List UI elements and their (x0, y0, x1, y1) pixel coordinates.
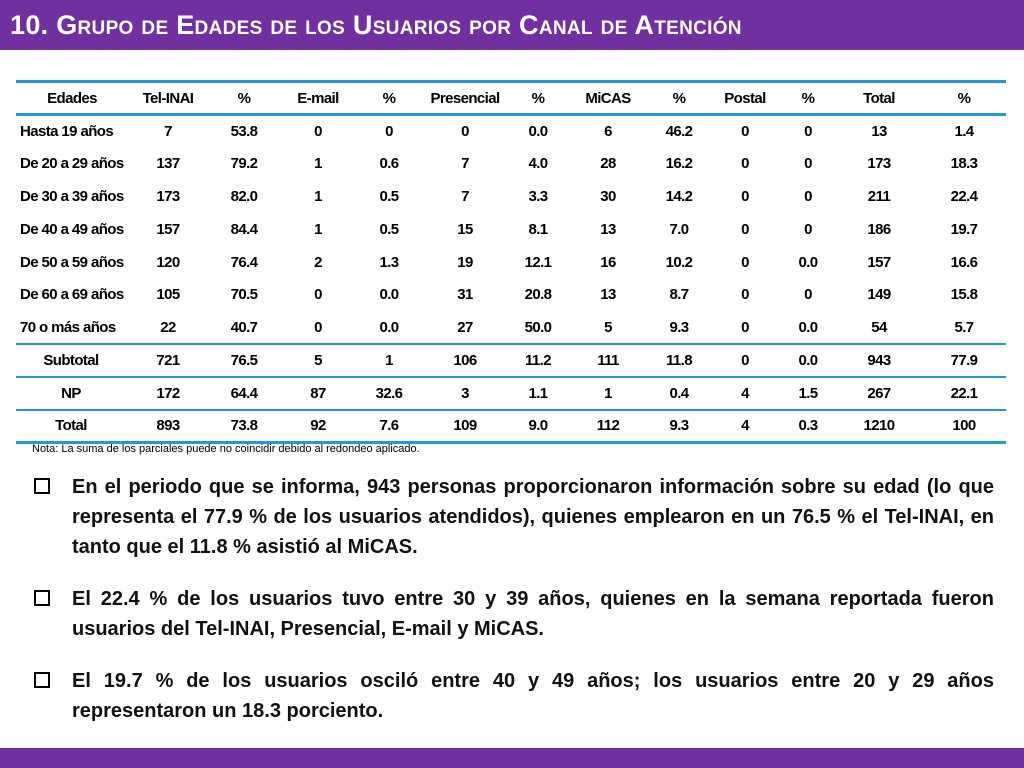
cell: 1 (314, 155, 322, 173)
cell: 9.0 (508, 410, 568, 443)
col-header: E-mail (280, 82, 356, 115)
col-header: % (780, 82, 836, 115)
cell: De 50 a 59 años (20, 253, 124, 271)
cell: 31 (457, 286, 473, 304)
cell: 0.0 (379, 286, 399, 304)
cell: 0.0 (798, 318, 818, 336)
cell: 0.0 (798, 253, 818, 271)
cell: 50.0 (524, 318, 552, 336)
cell: 12.1 (524, 253, 552, 271)
cell: 0 (710, 344, 780, 377)
cell: 112 (568, 410, 648, 443)
cell: 54 (871, 318, 887, 336)
cell: 27 (457, 318, 473, 336)
cell: 0 (804, 187, 812, 205)
bullet-list (34, 472, 994, 748)
cell: Hasta 19 años (20, 123, 114, 141)
checkbox-bullet-icon (34, 590, 50, 606)
cell: 0.0 (528, 123, 548, 141)
col-header: % (508, 82, 568, 115)
cell: 3.3 (528, 187, 548, 205)
cell: 53.8 (230, 123, 258, 141)
cell: 1210 (836, 410, 922, 443)
cell: 721 (128, 344, 208, 377)
bullet-text: El 19.7 % de los usuarios osciló entre 40 y 49 años; los usuarios entre 20 y 29 años representaron un 18.3 porciento. (72, 670, 994, 722)
cell: 0.5 (379, 220, 399, 238)
cell: 9.3 (669, 318, 689, 336)
cell: 16.6 (950, 253, 978, 271)
cell: 211 (867, 187, 891, 205)
cell: 1.3 (379, 253, 399, 271)
cell: 111 (568, 344, 648, 377)
cell: 46.2 (665, 123, 693, 141)
cell: 7 (461, 155, 469, 173)
cell: 0.0 (780, 344, 836, 377)
col-header: Presencial (422, 82, 508, 115)
cell: 76.5 (208, 344, 280, 377)
bullet-item (34, 584, 994, 644)
cell: 4 (710, 410, 780, 443)
cell: 6 (604, 123, 612, 141)
col-header: Total (836, 82, 922, 115)
cell: 0 (804, 123, 812, 141)
col-header: MiCAS (568, 82, 648, 115)
cell: 14.2 (665, 187, 693, 205)
cell: 0 (741, 253, 749, 271)
cell: 19.7 (950, 220, 978, 238)
cell: 267 (836, 377, 922, 410)
cell: 5.7 (954, 318, 974, 336)
cell: 10.2 (665, 253, 693, 271)
cell: 173 (867, 155, 891, 173)
checkbox-bullet-icon (34, 478, 50, 494)
cell: 19 (457, 253, 473, 271)
col-header: % (356, 82, 422, 115)
cell: 32.6 (356, 377, 422, 410)
cell: 92 (280, 410, 356, 443)
cell: 0.6 (379, 155, 399, 173)
table-row (16, 213, 1006, 246)
cell: 13 (600, 286, 616, 304)
cell: 30 (600, 187, 616, 205)
cell: 0 (804, 155, 812, 173)
cell: 11.2 (508, 344, 568, 377)
cell: 1 (568, 377, 648, 410)
cell: 64.4 (208, 377, 280, 410)
cell: 120 (156, 253, 180, 271)
table-note: Nota: La suma de los parciales puede no coincidir debido al redondeo aplicado. (32, 443, 420, 455)
cell: 173 (156, 187, 180, 205)
cell: 1 (314, 187, 322, 205)
total-row (16, 410, 1006, 443)
cell: 893 (128, 410, 208, 443)
table-row (16, 278, 1006, 311)
cell: 0 (741, 187, 749, 205)
cell: 109 (422, 410, 508, 443)
cell: 16 (600, 253, 616, 271)
cell: 7.6 (356, 410, 422, 443)
cell: 149 (867, 286, 891, 304)
cell: 84.4 (230, 220, 258, 238)
cell: 0.5 (379, 187, 399, 205)
cell: 77.9 (922, 344, 1006, 377)
cell: 13 (600, 220, 616, 238)
cell: 20.8 (524, 286, 552, 304)
cell: 16.2 (665, 155, 693, 173)
col-header: % (208, 82, 280, 115)
cell: 186 (867, 220, 891, 238)
table-row (16, 246, 1006, 279)
col-header: Tel-INAI (128, 82, 208, 115)
bottom-bar (0, 748, 1024, 768)
cell: 0 (385, 123, 393, 141)
cell: 9.3 (648, 410, 710, 443)
cell: 100 (922, 410, 1006, 443)
cell: NP (16, 377, 128, 410)
title-bar (0, 0, 1024, 50)
bullet-item (34, 472, 994, 562)
age-table-container (16, 80, 1006, 444)
cell: 8.1 (528, 220, 548, 238)
cell: 40.7 (230, 318, 258, 336)
cell: 8.7 (669, 286, 689, 304)
np-row (16, 377, 1006, 410)
table-header-row (16, 82, 1006, 115)
cell: 2 (314, 253, 322, 271)
cell: 0 (741, 286, 749, 304)
col-header: % (922, 82, 1006, 115)
cell: 943 (836, 344, 922, 377)
cell: 4 (710, 377, 780, 410)
cell: 1.5 (780, 377, 836, 410)
cell: 0 (461, 123, 469, 141)
subtotal-row (16, 344, 1006, 377)
cell: 0 (741, 155, 749, 173)
cell: 70.5 (230, 286, 258, 304)
cell: 0.4 (648, 377, 710, 410)
cell: 5 (280, 344, 356, 377)
cell: 70 o más años (20, 318, 116, 336)
col-header: Edades (16, 82, 128, 115)
cell: 1.1 (508, 377, 568, 410)
cell: 28 (600, 155, 616, 173)
cell: 1 (356, 344, 422, 377)
cell: 137 (156, 155, 180, 173)
cell: 87 (280, 377, 356, 410)
cell: 7 (461, 187, 469, 205)
cell: 0 (741, 318, 749, 336)
table-row (16, 147, 1006, 180)
cell: 15 (457, 220, 473, 238)
cell: 22.4 (950, 187, 978, 205)
cell: 18.3 (950, 155, 978, 173)
cell: 22.1 (922, 377, 1006, 410)
cell: 0 (314, 318, 322, 336)
bullet-item (34, 666, 994, 726)
cell: 172 (128, 377, 208, 410)
cell: 0.0 (379, 318, 399, 336)
cell: 1.4 (954, 123, 974, 141)
cell: De 40 a 49 años (20, 220, 124, 238)
cell: 0 (314, 286, 322, 304)
cell: 0 (804, 286, 812, 304)
cell: 82.0 (230, 187, 258, 205)
col-header: Postal (710, 82, 780, 115)
cell: 5 (604, 318, 612, 336)
cell: De 20 a 29 años (20, 155, 124, 173)
bullet-text: El 22.4 % de los usuarios tuvo entre 30 y 39 años, quienes en la semana reportada fueron usuarios del Tel-INAI, Presencial, E-mail y MiCAS. (72, 588, 994, 640)
cell: 15.8 (950, 286, 978, 304)
cell: 0 (741, 220, 749, 238)
cell: 22 (160, 318, 176, 336)
cell: De 60 a 69 años (20, 286, 124, 304)
cell: 0.3 (780, 410, 836, 443)
cell: 79.2 (230, 155, 258, 173)
cell: 0 (804, 220, 812, 238)
cell: 11.8 (648, 344, 710, 377)
cell: 7 (164, 123, 172, 141)
cell: 157 (156, 220, 180, 238)
table-row (16, 180, 1006, 213)
slide-title: 10. Grupo de Edades de los Usuarios por Canal de Atención (10, 10, 742, 40)
cell: De 30 a 39 años (20, 187, 124, 205)
checkbox-bullet-icon (34, 672, 50, 688)
cell: 106 (422, 344, 508, 377)
cell: 76.4 (230, 253, 258, 271)
cell: 105 (156, 286, 180, 304)
table-row (16, 311, 1006, 344)
cell: 3 (422, 377, 508, 410)
cell: 7.0 (669, 220, 689, 238)
cell: 13 (871, 123, 887, 141)
cell: 157 (867, 253, 891, 271)
table-row (16, 115, 1006, 148)
cell: Subtotal (16, 344, 128, 377)
bullet-text: En el periodo que se informa, 943 personas proporcionaron información sobre su edad (lo que representa el 77.9 % de los usuarios atendidos), quienes emplearon en un 76.5 % el Tel-INAI, en tanto que el 11.8 % asistió al MiCAS. (72, 476, 994, 558)
cell: Total (16, 410, 128, 443)
cell: 73.8 (208, 410, 280, 443)
cell: 0 (314, 123, 322, 141)
age-channel-table (16, 80, 1006, 444)
cell: 0 (741, 123, 749, 141)
cell: 4.0 (528, 155, 548, 173)
cell: 1 (314, 220, 322, 238)
col-header: % (648, 82, 710, 115)
